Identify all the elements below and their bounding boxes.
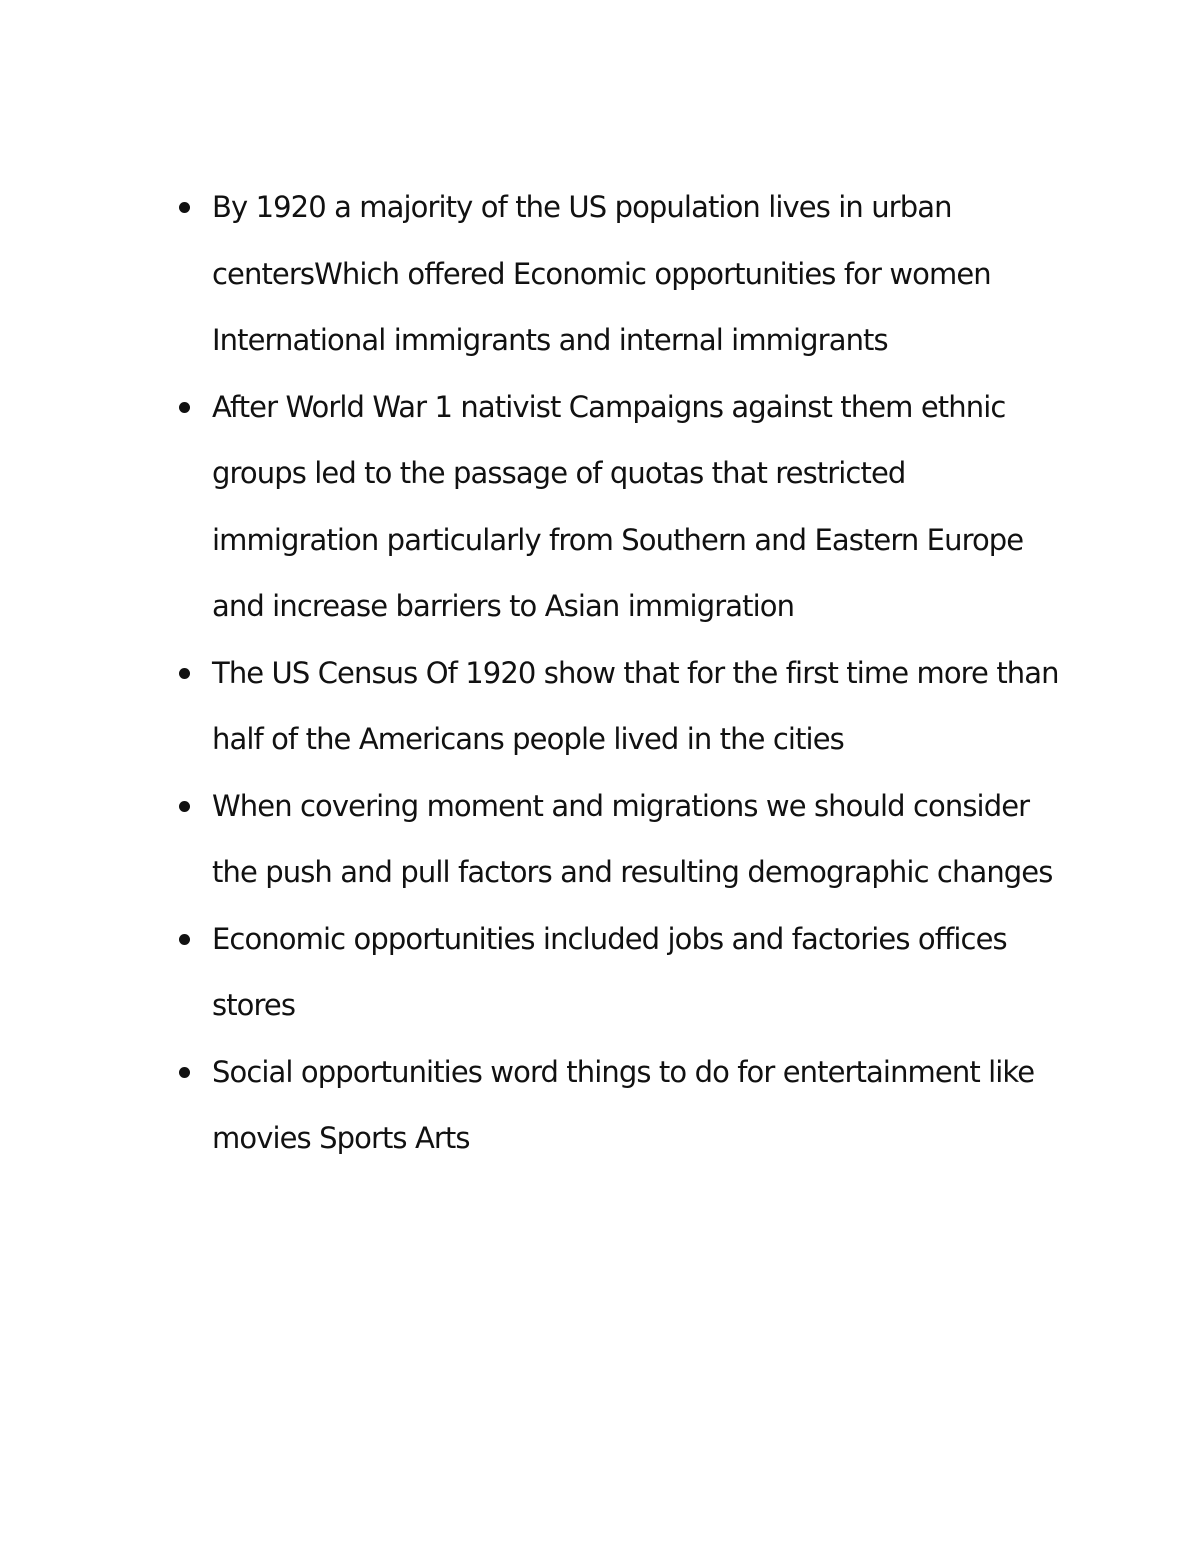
list-item (212, 773, 1072, 906)
note-text: The US Census Of 1920 show that for the first time more than half of the Americans people lived in the cities (212, 655, 1059, 756)
list-item (212, 906, 1072, 1039)
bullet-icon (179, 402, 190, 413)
list-item (212, 1039, 1072, 1172)
list-item (212, 174, 1072, 374)
list-item (212, 640, 1072, 773)
bullet-icon (179, 668, 190, 679)
note-text: When covering moment and migrations we should consider the push and pull factors and resulting demographic changes (212, 788, 1053, 889)
bullet-icon (179, 1067, 190, 1078)
note-text: Social opportunities word things to do for entertainment like movies Sports Arts (212, 1054, 1035, 1155)
bullet-icon (179, 934, 190, 945)
bullet-list (212, 174, 1072, 1172)
note-text: By 1920 a majority of the US population lives in urban centersWhich offered Economic opportunities for women International immigrants and internal immigrants (212, 190, 991, 357)
list-item (212, 374, 1072, 640)
note-text: Economic opportunities included jobs and factories offices stores (212, 921, 1007, 1022)
bullet-icon (179, 202, 190, 213)
note-text: After World War 1 nativist Campaigns against them ethnic groups led to the passage of quotas that restricted immigration particularly from Southern and Eastern Europe and increase barriers to Asian immigration (212, 389, 1024, 623)
bullet-icon (179, 801, 190, 812)
